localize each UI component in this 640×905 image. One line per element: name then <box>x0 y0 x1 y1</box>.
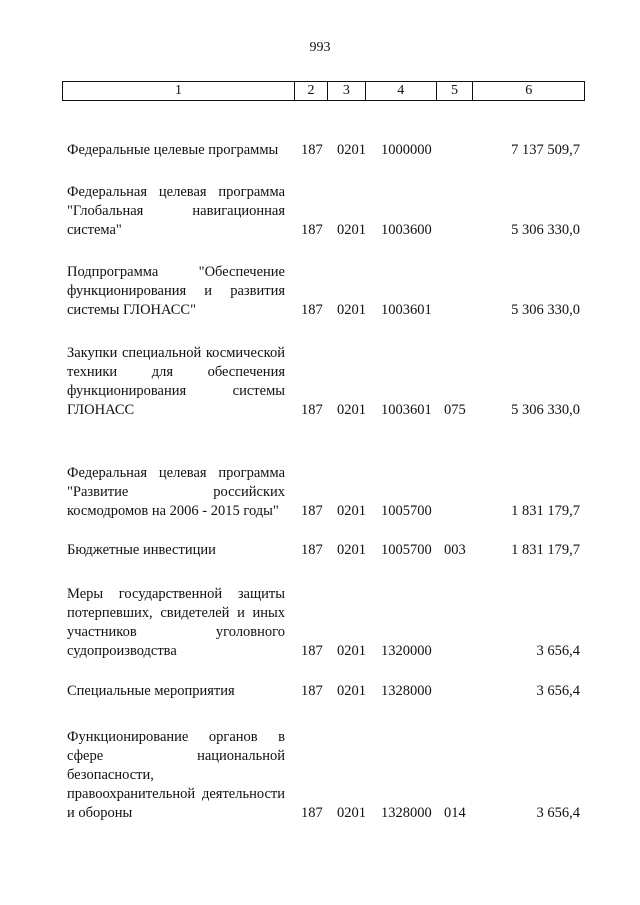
row-col-4: 1003600 <box>381 222 432 238</box>
row-col-3: 0201 <box>337 643 366 659</box>
table-row <box>0 583 640 661</box>
row-col-3: 0201 <box>337 805 366 821</box>
row-col-2: 187 <box>301 503 323 519</box>
row-col-2: 187 <box>301 683 323 699</box>
row-col-3: 0201 <box>337 402 366 418</box>
row-col-6: 7 137 509,7 <box>511 142 580 158</box>
row-col-2: 187 <box>301 643 323 659</box>
table-header <box>62 81 585 101</box>
row-col-2: 187 <box>301 402 323 418</box>
header-col-1: 1 <box>63 82 295 100</box>
table-row <box>0 260 640 320</box>
row-col-4: 1005700 <box>381 503 432 519</box>
row-col-2: 187 <box>301 142 323 158</box>
row-col-2: 187 <box>301 302 323 318</box>
row-col-4: 1328000 <box>381 683 432 699</box>
row-col-5: 003 <box>444 542 466 558</box>
row-name: Федеральная целевая программа "Глобальная навигационная система" <box>67 184 285 238</box>
header-col-4: 4 <box>366 82 437 100</box>
row-col-6: 5 306 330,0 <box>511 222 580 238</box>
row-col-5: 014 <box>444 805 466 821</box>
table-row <box>0 180 640 240</box>
row-col-6: 5 306 330,0 <box>511 302 580 318</box>
table-row <box>0 110 640 160</box>
page-number: 993 <box>309 40 331 55</box>
row-col-3: 0201 <box>337 302 366 318</box>
header-col-2: 2 <box>295 82 328 100</box>
row-name: Федеральные целевые программы <box>67 142 279 158</box>
row-col-3: 0201 <box>337 542 366 558</box>
row-col-3: 0201 <box>337 142 366 158</box>
row-name: Бюджетные инвестиции <box>67 542 216 558</box>
table-row <box>0 725 640 823</box>
header-col-6: 6 <box>525 83 533 98</box>
row-col-3: 0201 <box>337 683 366 699</box>
row-name: Подпрограмма "Обеспечение функционирования и развития системы ГЛОНАСС" <box>67 264 285 318</box>
row-col-2: 187 <box>301 805 323 821</box>
row-col-3: 0201 <box>337 503 366 519</box>
row-col-4: 1000000 <box>381 142 432 158</box>
row-col-4: 1003601 <box>381 302 432 318</box>
row-col-5: 075 <box>444 402 466 418</box>
row-col-6: 1 831 179,7 <box>511 503 580 519</box>
table-row <box>0 540 640 560</box>
row-name: Меры государственной защиты потерпевших, свидетелей и иных участников уголовного судопроизводства <box>67 586 285 659</box>
header-col-3: 3 <box>328 82 366 100</box>
row-name: Функционирование органов в сфере национальной безопасности, правоохранительной деятельности и обороны <box>67 729 285 821</box>
table-row <box>0 341 640 420</box>
row-name: Закупки специальной космической техники для обеспечения функционирования системы ГЛОНАСС <box>67 345 285 418</box>
row-col-6: 3 656,4 <box>536 805 580 821</box>
table-row <box>0 442 640 521</box>
header-col-5: 5 <box>437 82 474 100</box>
row-col-2: 187 <box>301 542 323 558</box>
row-col-3: 0201 <box>337 222 366 238</box>
row-name: Специальные мероприятия <box>67 683 235 699</box>
row-col-4: 1005700 <box>381 542 432 558</box>
row-col-6: 3 656,4 <box>536 683 580 699</box>
table-row <box>0 681 640 701</box>
row-name: Федеральная целевая программа "Развитие российских космодромов на 2006 - 2015 годы" <box>67 465 285 519</box>
row-col-4: 1328000 <box>381 805 432 821</box>
row-col-4: 1003601 <box>381 402 432 418</box>
row-col-6: 1 831 179,7 <box>511 542 580 558</box>
row-col-4: 1320000 <box>381 643 432 659</box>
row-col-6: 5 306 330,0 <box>511 402 580 418</box>
row-col-2: 187 <box>301 222 323 238</box>
row-col-6: 3 656,4 <box>536 643 580 659</box>
